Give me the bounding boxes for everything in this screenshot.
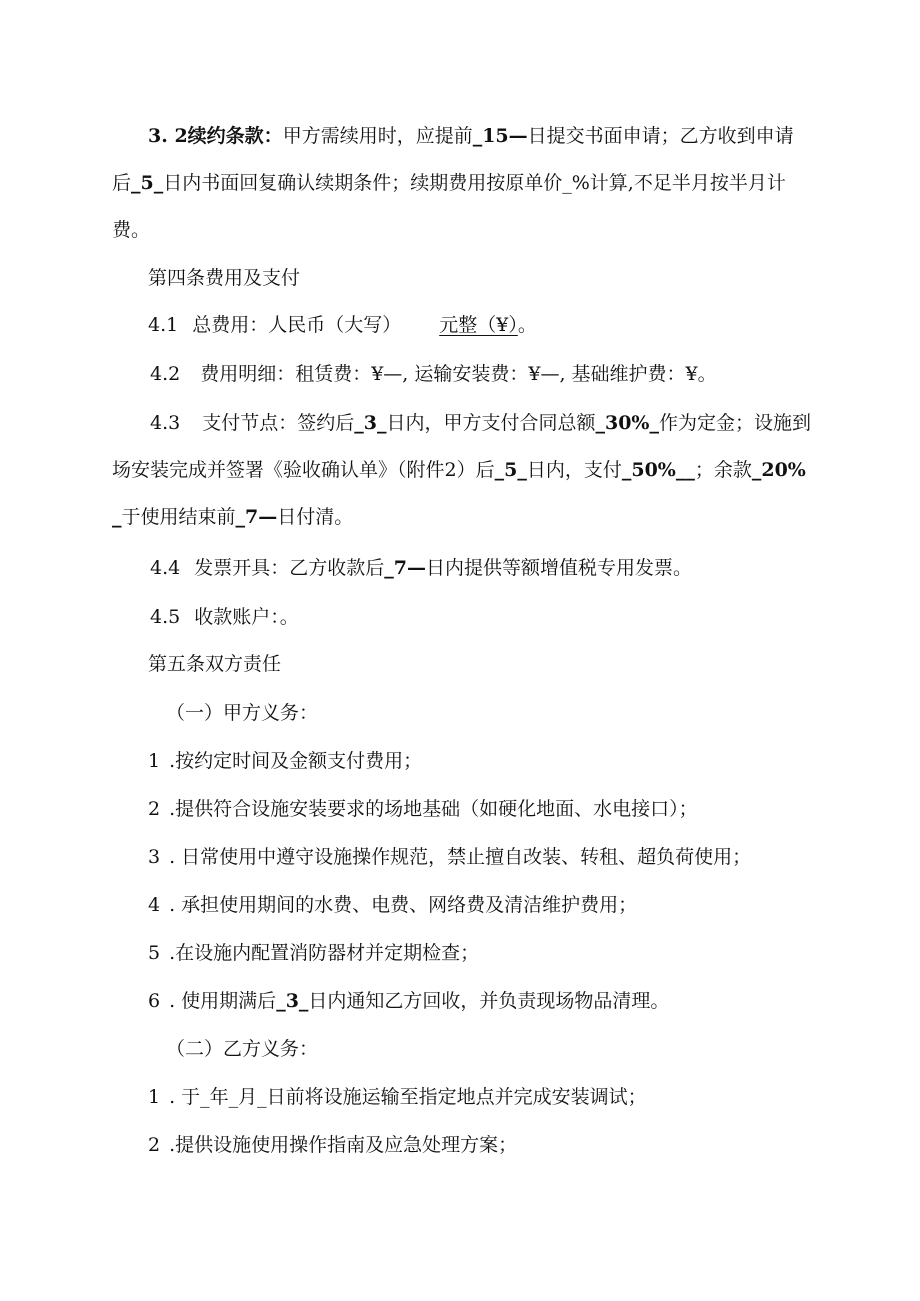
clause-text: 日内，支付 <box>526 459 622 481</box>
blank-value: _3_ <box>276 990 309 1012</box>
clause-text: 甲方需续用时，应提前 <box>282 125 473 147</box>
clause-text: ；余款 <box>694 459 752 481</box>
clause-4-1 <box>148 302 848 349</box>
item-number: 1 <box>148 1086 161 1108</box>
clause-text: 费用明细：租赁费：¥—, 运输安装费：¥—, 基础维护费：¥。 <box>200 363 717 385</box>
clause-4-5 <box>150 594 850 641</box>
clause-number: 4.2 <box>150 363 181 385</box>
item-number: 3 <box>148 846 161 868</box>
blank-value: _5_ <box>494 459 527 481</box>
party-a-item-6 <box>148 978 848 1025</box>
party-a-item-4 <box>148 882 848 929</box>
item-text: . 于_年_月_日前将设施运输至指定地点并完成安装调试； <box>169 1086 647 1108</box>
clause-text: 总费用：人民币（大写） <box>192 314 402 336</box>
blank-value: _15— <box>472 125 528 147</box>
item-text: .按约定时间及金额支付费用； <box>169 750 423 772</box>
clause-text: 日内书面回复确认续期条件；续期费用按原单价_%计算,不足半月按半月计费。 <box>112 172 786 241</box>
item-text: . 使用期满后 <box>169 990 277 1012</box>
party-a-item-5 <box>148 930 848 977</box>
clause-text: 。 <box>517 314 537 336</box>
party-a-heading: （一）甲方义务： <box>166 702 319 724</box>
clause-3-2 <box>112 113 812 254</box>
clause-number: 4.4 <box>150 557 181 579</box>
clause-text: 支付节点：签约后 <box>202 412 355 434</box>
item-number: 1 <box>148 750 161 772</box>
clause-4-3 <box>112 400 812 541</box>
party-a-item-1 <box>148 738 848 785</box>
clause-4-2 <box>150 351 850 398</box>
article-4-title: 第四条费用及支付 <box>148 267 301 289</box>
blank-value: _7— <box>384 557 426 579</box>
clause-text: 日提交书面申请；乙方收到申请后 <box>112 125 794 194</box>
clause-text: 于使用结束前 <box>121 506 236 528</box>
clause-text: 日付清。 <box>277 506 354 528</box>
item-text: 日内通知乙方回收，并负责现场物品清理。 <box>308 990 670 1012</box>
clause-4-4 <box>150 545 850 592</box>
item-number: 6 <box>148 990 161 1012</box>
item-number: 5 <box>148 942 161 964</box>
blank-value: _20%_ <box>112 459 806 528</box>
clause-number: 4.5 <box>150 606 181 628</box>
party-a-item-2 <box>148 786 848 833</box>
blank-value: _30%_ <box>595 412 659 434</box>
blank-value: _7— <box>235 506 278 528</box>
clause-heading: 续约条款： <box>187 125 283 147</box>
clause-text: 收款账户：。 <box>194 606 299 628</box>
item-text: .提供符合设施安装要求的场地基础（如硬化地面、水电接口）； <box>169 798 698 820</box>
item-number: 2 <box>148 1134 161 1156</box>
clause-text: 作为定金；设施到场安装完成并签署《验收确认单》（附件2）后 <box>112 412 811 481</box>
item-text: .提供设施使用操作指南及应急处理方案； <box>169 1134 518 1156</box>
item-text: .在设施内配置消防器材并定期检查； <box>169 942 480 964</box>
underlined-amount: 元整（¥） <box>439 314 518 336</box>
blank-value: _50%__ <box>621 459 695 481</box>
article-5-title: 第五条双方责任 <box>148 653 282 675</box>
clause-number: 4.3 <box>150 412 181 434</box>
party-a-item-3 <box>148 834 848 881</box>
item-text: . 日常使用中遵守设施操作规范，禁止擅自改装、转租、超负荷使用； <box>169 846 752 868</box>
clause-text: 发票开具：乙方收款后 <box>194 557 385 579</box>
item-number: 2 <box>148 798 161 820</box>
party-b-heading: （二）乙方义务： <box>166 1038 319 1060</box>
party-b-item-1 <box>148 1074 848 1121</box>
clause-text: 日内，甲方支付合同总额 <box>386 412 596 434</box>
clause-text: 日内提供等额增值税专用发票。 <box>425 557 692 579</box>
clause-number: 4.1 <box>148 314 179 336</box>
item-text: . 承担使用期间的水费、电费、网络费及清洁维护费用； <box>169 894 638 916</box>
item-number: 4 <box>148 894 161 916</box>
clause-number: 3. 2 <box>148 125 188 147</box>
blank-value: _5_ <box>131 172 164 194</box>
party-b-item-2 <box>148 1122 848 1169</box>
blank-value: _3_ <box>354 412 387 434</box>
